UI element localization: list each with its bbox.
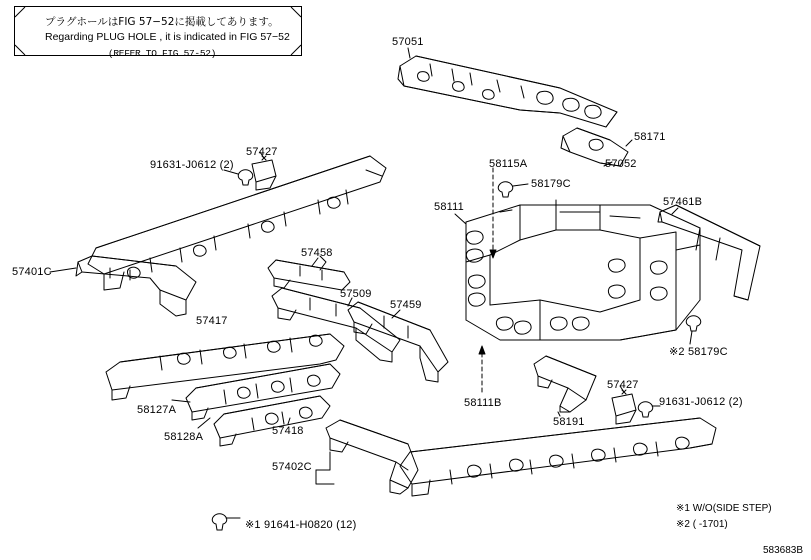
part-58179C-top [498,182,528,197]
callout-57402C: 57402C [272,461,312,473]
part-57509 [272,288,400,362]
callout-91641-H0820: ※1 91641-H0820 (12) [245,519,357,531]
part-58191 [534,356,596,412]
part-57051 [398,56,617,127]
leader-57051 [408,48,410,58]
part-57458 [268,256,350,290]
callout-58127A: 58127A [137,404,177,416]
leader-57418 [288,418,290,424]
leader-57458 [312,258,318,266]
part-58179C-bottom [686,316,700,344]
callout-57417: 57417 [196,315,228,327]
part-57401C-bracket [76,256,196,316]
note-en-text: Regarding PLUG HOLE , it is indicated in FIG 57−52 [45,31,290,43]
callout-57458: 57458 [301,247,333,259]
leader-58111 [455,214,466,224]
callout-58191: 58191 [553,416,585,428]
part-57401C-rail [88,156,386,290]
part-58127A [186,364,340,420]
leader-57401C [50,268,76,272]
callout-58128A: 58128A [164,431,204,443]
leader-58111B [479,346,485,392]
leader-57461B [672,208,678,214]
note-ref-text: (REFER TO FIG 57-52) [108,48,217,59]
callout-58179C-bottom: ※2 58179C [669,346,728,358]
callout-58115A: 58115A [489,158,528,170]
part-57418 [214,396,330,446]
part-57402C-bracket [326,420,418,494]
part-58111 [466,200,700,340]
part-57402C-rail [400,418,716,496]
callout-58111B: 58111B [464,397,502,409]
callout-57401C: 57401C [12,266,52,278]
callout-91631-J0612-upper: 91631-J0612 (2) [150,159,234,171]
footnote-1: ※1 W/O(SIDE STEP) [676,503,772,514]
callout-57461B: 57461B [663,196,703,208]
callout-58111: 58111 [434,201,464,213]
callout-57509: 57509 [340,288,372,300]
part-57427-lower [612,386,660,424]
callout-57418: 57418 [272,425,304,437]
callout-58171: 58171 [634,131,666,143]
part-57417 [106,334,344,400]
callout-57427-lower: 57427 [607,379,639,391]
part-91641-H0820 [212,514,240,530]
note-jp-text: プラグホールはFIG 57−52に掲載してあります。 [45,16,279,28]
callout-57052: 57052 [605,158,637,170]
leader-58171 [626,140,632,146]
callout-91631-J0612-lower: 91631-J0612 (2) [659,396,743,408]
callout-57459: 57459 [390,299,422,311]
callout-57051: 57051 [392,36,424,48]
callout-57427-upper: 57427 [246,146,278,158]
diagram-code: 583683B [762,545,803,556]
part-57461B [658,205,760,300]
callout-58179C-top: 58179C [531,178,571,190]
part-57459 [348,302,448,382]
leader-57402C [316,452,334,484]
footnote-2: ※2 ( -1701) [676,519,728,530]
leader-58128A [198,418,210,428]
